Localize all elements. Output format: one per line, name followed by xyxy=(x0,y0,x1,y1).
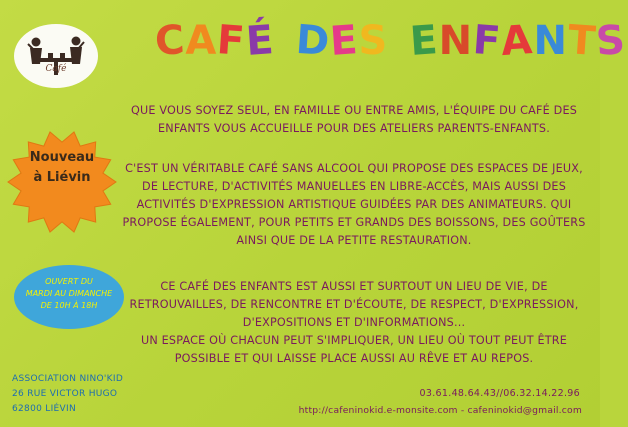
address-line1: ASSOCIATION NINO'KID xyxy=(12,374,124,384)
title-letter: F xyxy=(471,17,504,65)
hours-line2: MARDI AU DIMANCHE xyxy=(25,289,113,298)
hours-line1: OUVERT DU xyxy=(45,277,93,286)
website-email[interactable]: http://cafeninokid.e-monsite.com - cafeninokid@gmail.com xyxy=(298,405,582,416)
title-letter: S xyxy=(594,17,628,65)
description-line: ACTIVITÉS D'EXPRESSION ARTISTIQUE GUIDÉES PAR DES ANIMATEURS. QUI xyxy=(136,198,572,211)
mission-paragraph xyxy=(118,278,590,368)
mission-line: CE CAFÉ DES ENFANTS EST AUSSI ET SURTOUT UN LIEU DE VIE, DE xyxy=(160,280,548,293)
intro-line: QUE VOUS SOYEZ SEUL, EN FAMILLE OU ENTRE AMIS, L'ÉQUIPE DU CAFÉ DES xyxy=(130,104,578,117)
new-badge-line2: à Liévin xyxy=(33,170,91,185)
silhouette-icon xyxy=(14,24,98,88)
address-block xyxy=(12,372,172,417)
page-title xyxy=(153,16,628,66)
title-letter: É xyxy=(244,17,276,65)
description-paragraph xyxy=(118,160,590,250)
intro-paragraph xyxy=(118,102,590,138)
title-letter xyxy=(388,18,410,64)
opening-hours xyxy=(14,276,124,312)
title-letter: E xyxy=(328,17,361,65)
title-letter: C xyxy=(153,16,187,66)
title-letter: S xyxy=(358,18,389,64)
title-letter: A xyxy=(185,18,218,64)
description-line: C'EST UN VÉRITABLE CAFÉ SANS ALCOOL QUI PROPOSE DES ESPACES DE JEUX, xyxy=(125,162,583,175)
description-line: AINSI QUE DE LA PETITE RESTAURATION. xyxy=(236,234,472,247)
description-line: PROPOSE ÉGALEMENT, POUR PETITS ET GRANDS DES BOISSONS, DES GOÛTERS xyxy=(122,216,586,229)
mission-line: RETROUVAILLES, DE RENCONTRE ET D'ÉCOUTE, DE RESPECT, D'EXPRESSION, xyxy=(129,298,579,311)
mission-line: UN ESPACE OÙ CHACUN PEUT S'IMPLIQUER, UN LIEU OÙ TOUT PEUT ÊTRE xyxy=(140,334,568,347)
title-letter: E xyxy=(408,17,441,65)
address-line3: 62800 LIÉVIN xyxy=(12,404,76,414)
mission-line: POSSIBLE ET QUI LAISSE PLACE AUSSI AU RÊVE ET AU REPOS. xyxy=(174,352,534,365)
phone-numbers: 03.61.48.64.43//06.32.14.22.96 xyxy=(419,388,580,399)
new-badge xyxy=(0,148,124,188)
intro-line: ENFANTS VOUS ACCUEILLE POUR DES ATELIERS PARENTS-ENFANTS. xyxy=(158,122,550,135)
title-letter: F xyxy=(215,17,248,65)
mission-line: D'EXPOSITIONS ET D'INFORMATIONS... xyxy=(242,316,466,329)
title-letter: D xyxy=(294,16,332,66)
address-line2: 26 RUE VICTOR HUGO xyxy=(12,389,118,399)
new-badge-line1: Nouveau xyxy=(29,150,95,165)
title-letter xyxy=(274,18,296,64)
logo-label: Café xyxy=(45,64,67,74)
title-letter: T xyxy=(566,17,598,65)
cafe-logo xyxy=(14,24,98,88)
hours-line3: DE 10H À 18H xyxy=(40,301,98,310)
title-letter: N xyxy=(533,18,568,64)
title-letter: A xyxy=(499,16,536,66)
description-line: DE LECTURE, D'ACTIVITÉS MANUELLES EN LIBRE-ACCÈS, MAIS AUSSI DES xyxy=(142,180,566,193)
title-letter: N xyxy=(438,18,474,64)
